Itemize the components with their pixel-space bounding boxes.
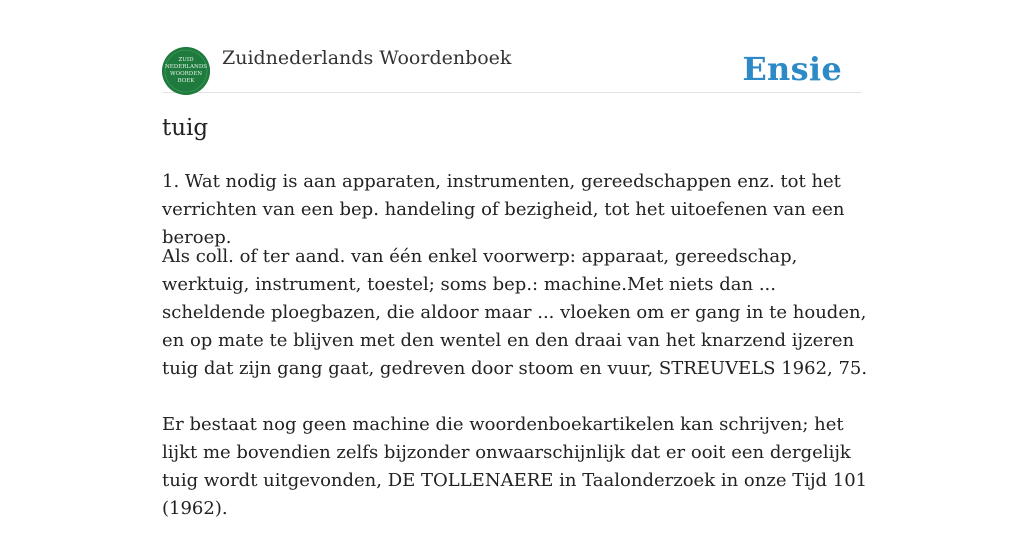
page-title: tuig [162, 115, 209, 141]
entry-body [162, 243, 882, 551]
dictionary-logo-icon [162, 47, 210, 95]
citation-paragraph-2: Er bestaat nog geen machine die woordenboekartikelen kan schrijven; het lijkt me bovendien zelfs bijzonder onwaarschijnlijk dat er ooit een dergelijk tuig wordt uitgevonden, DE TOLLENAERE in Taalonderzoek in onze Tijd 101 (1962). [162, 414, 868, 519]
logo-line-2: NEDERLANDS [164, 64, 208, 70]
citation-paragraph-1: Als coll. of ter aand. van één enkel voorwerp: apparaat, gereedschap, werktuig, instrument, toestel; soms bep.: machine.Met niets dan ... scheldende ploegbazen, die aldoor maar ... vloeken om er gang in te houden, en op mate te blijven met den wentel en den draai van het knarzend ijzeren tuig dat zijn gang gaat, gedreven door stoom en vuur, STREUVELS 1962, 75. [162, 246, 868, 379]
logo-line-1: ZUID [178, 57, 194, 63]
logo-line-4: BOEK [177, 78, 195, 84]
definition-text: 1. Wat nodig is aan apparaten, instrumenten, gereedschappen enz. tot het verrichten van een bep. handeling of bezigheid, tot het uitoefenen van een beroep. [162, 171, 845, 248]
site-name-link[interactable]: Zuidnederlands Woordenboek [222, 47, 512, 69]
ensie-brand-link[interactable]: Ensie [742, 50, 842, 88]
logo-line-3: WOORDEN [169, 71, 203, 77]
dictionary-logo[interactable] [162, 47, 210, 95]
site-header [162, 42, 862, 93]
